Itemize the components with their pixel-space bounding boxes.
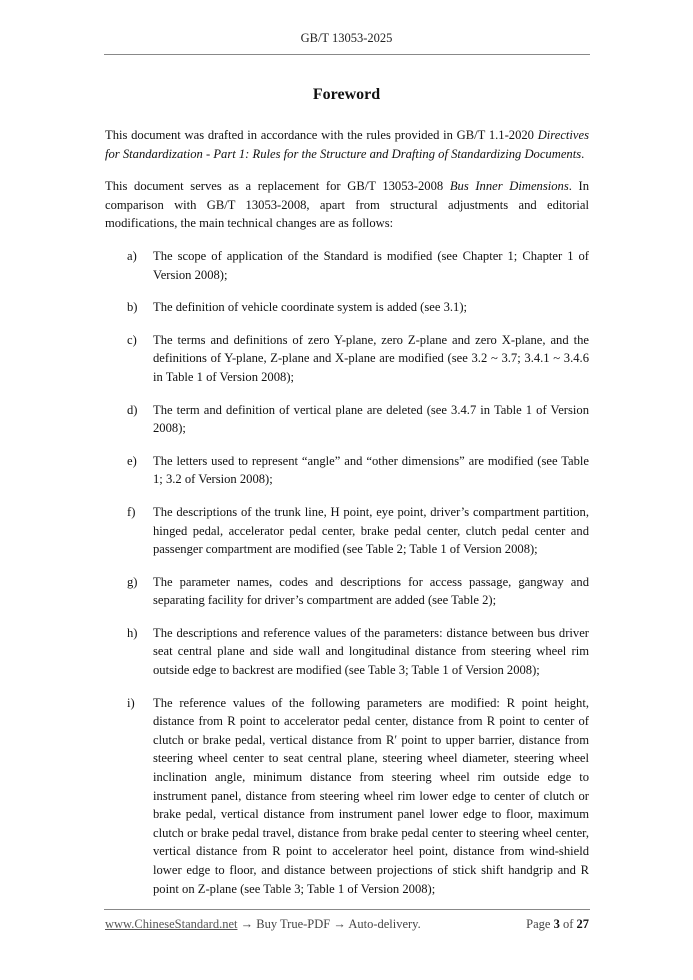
list-item-text: The reference values of the following parameters are modified: R point height, distance from R point to accelerator pedal center, distance from R point to center of clutch or brake pedal, vertical distance from R′ point to upper barrier, distance from steering wheel center to seat central plane, steering wheel diameter, steering wheel inclination angle, minimum distance from steering wheel rim outside edge to instrument panel, distance from steering wheel rim lower edge to center of clutch or brake pedal, vertical distance from instrument panel lower edge to floor, maximum clutch or brake pedal travel, distance from brake pedal center to steering wheel center, vertical distance from R point to accelerator heel point, distance from wind-shield lower edge to floor, and distance between projections of stick shift handgrip and R point on Z-plane (see Table 3; Table 1 of Version 2008); [153, 695, 589, 896]
running-header: GB/T 13053-2025 [300, 31, 393, 45]
buy-pdf-text: Buy True-PDF [256, 917, 331, 931]
paragraph-text: . In comparison with GB/T 13053-2008, apart from structural adjustments and editorial modifications, the main technical changes are as follows: [105, 179, 590, 231]
list-item-text: The letters used to represent “angle” and “other dimensions” are modified (see Table 1; 3.2 of Version 2008); [153, 453, 589, 487]
list-item-letter: c) [127, 332, 137, 347]
list-item [105, 331, 589, 387]
page-title: Foreword [312, 86, 381, 103]
list-item [105, 452, 589, 489]
list-item-text: The terms and definitions of zero Y-plane, zero Z-plane and zero X-plane, and the definitions of Y-plane, Z-plane and X-plane are modified (see 3.2 ~ 3.7; 3.4.1 ~ 3.4.6 in Table 1 of Version 2008); [153, 332, 589, 384]
paragraph-text: This document was drafted in accordance with the rules provided in GB/T 1.1-2020 [105, 128, 538, 142]
footer-promo [105, 917, 421, 932]
paragraph-replacement [105, 177, 589, 233]
list-item-text: The descriptions and reference values of the parameters: distance between bus driver seat central plane and side wall and longitudinal distance from steering wheel rim outside edge to backrest are modified (see Table 3; Table 1 of Version 2008); [153, 625, 589, 678]
list-item-text: The term and definition of vertical plane are deleted (see 3.4.7 in Table 1 of Version 2008); [153, 402, 589, 436]
list-item-letter: f) [127, 504, 136, 519]
list-item-text: The scope of application of the Standard is modified (see Chapter 1; Chapter 1 of Version 2008); [153, 248, 589, 282]
list-item [105, 503, 589, 559]
list-item-letter: h) [127, 625, 138, 640]
paragraph-text: . [581, 146, 585, 161]
list-item-text: The definition of vehicle coordinate system is added (see 3.1); [153, 300, 468, 315]
arrow-icon: → [330, 917, 349, 931]
paragraph-italic-title: Directives for Standardization - Part 1: Rules for the Structure and Drafting of Standardizing Documents [105, 128, 589, 161]
list-item-letter: e) [127, 453, 137, 468]
list-item-letter: b) [127, 300, 138, 315]
list-item [105, 573, 589, 610]
site-link[interactable]: www.ChineseStandard.net [105, 917, 238, 931]
list-item [105, 401, 589, 438]
page-current: 3 [553, 917, 560, 931]
list-item [105, 247, 589, 284]
header-divider [104, 54, 590, 55]
list-item [105, 298, 589, 317]
footer-divider [104, 909, 590, 910]
paragraph-text: This document serves as a replacement for GB/T 13053-2008 [105, 179, 450, 194]
list-item-text: The parameter names, codes and descriptions for access passage, gangway and separating facility for driver’s compartment are added (see Table 2); [153, 574, 589, 608]
list-item-text: The descriptions of the trunk line, H point, eye point, driver’s compartment partition, hinged pedal, accelerator pedal center, brake pedal center, clutch pedal center and passenger compartment are modified (see Table 2; Table 1 of Version 2008); [153, 504, 589, 557]
document-body [105, 126, 589, 912]
page-number [526, 917, 589, 932]
list-item-letter: a) [127, 248, 137, 263]
list-item-letter: d) [127, 402, 138, 417]
page-footer [105, 917, 589, 932]
arrow-icon: → [237, 917, 257, 931]
page-total: 27 [576, 917, 589, 931]
list-item-letter: g) [127, 574, 138, 589]
list-item-letter: i) [127, 695, 135, 710]
paragraph-drafting-rules [105, 126, 589, 163]
paragraph-italic-title: Bus Inner Dimensions [449, 179, 569, 194]
list-item [105, 624, 589, 680]
page-label: Page [526, 917, 551, 931]
list-item [105, 694, 589, 899]
auto-delivery-text: Auto-delivery. [348, 917, 421, 931]
page-of: of [562, 917, 574, 931]
changes-list [105, 247, 589, 898]
